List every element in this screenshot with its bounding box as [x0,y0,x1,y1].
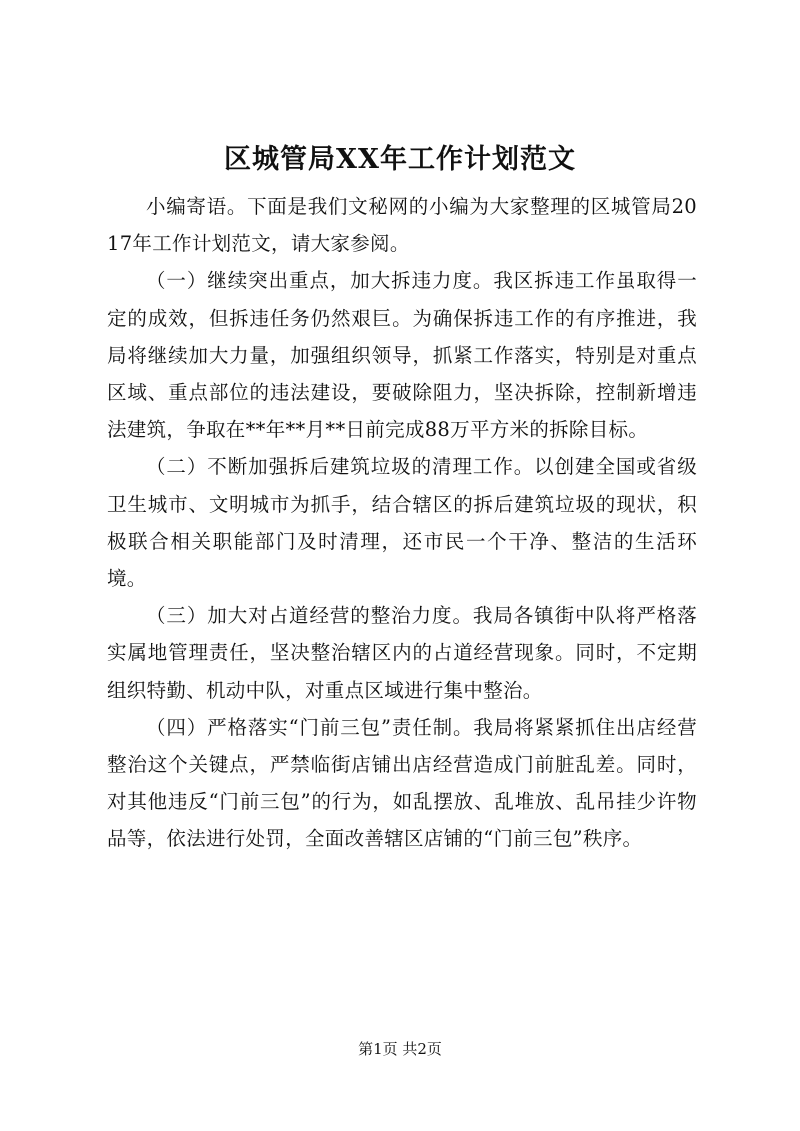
paragraph-intro: 小编寄语。下面是我们文秘网的小编为大家整理的区城管局2017年工作计划范文，请大家参阅。 [107,195,697,256]
document-body [107,188,697,858]
paragraph-section-1: （一）继续突出重点，加大拆违力度。我区拆违工作虽取得一定的成效，但拆违任务仍然艰巨。为确保拆违工作的有序推进，我局将继续加大力量，加强组织领导，抓紧工作落实，特别是对重点区域、重点部位的违法建设，要破除阻力，坚决拆除，控制新增违法建筑，争取在**年**月**日前完成88万平方米的拆除目标。 [107,269,697,442]
page-number-footer: 第1页 共2页 [358,1040,442,1058]
paragraph-section-3: （三）加大对占道经营的整治力度。我局各镇街中队将严格落实属地管理责任，坚决整治辖区内的占道经营现象。同时，不定期组织特勤、机动中队，对重点区域进行集中整治。 [107,604,697,702]
paragraph-section-4: （四）严格落实“门前三包”责任制。我局将紧紧抓住出店经营整治这个关键点，严禁临街店铺出店经营造成门前脏乱差。同时，对其他违反“门前三包”的行为，如乱摆放、乱堆放、乱吊挂少许物品等，依法进行处罚，全面改善辖区店铺的“门前三包”秩序。 [107,715,697,851]
document-title: 区城管局XX年工作计划范文 [224,144,576,175]
paragraph-section-2: （二）不断加强拆后建筑垃圾的清理工作。以创建全国或省级卫生城市、文明城市为抓手，结合辖区的拆后建筑垃圾的现状，积极联合相关职能部门及时清理，还市民一个干净、整洁的生活环境。 [107,455,697,591]
